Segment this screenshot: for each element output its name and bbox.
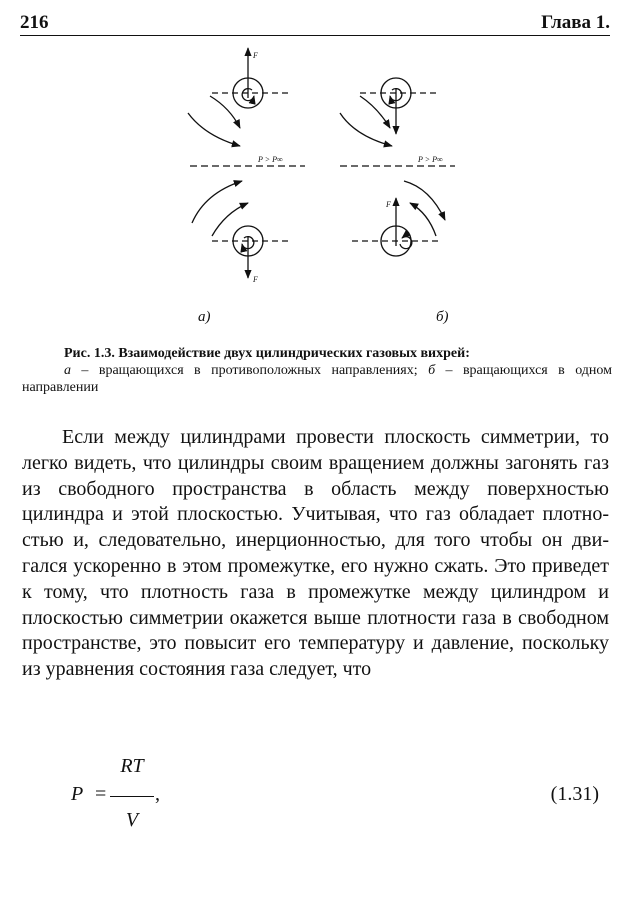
page-number: 216 xyxy=(20,12,49,33)
pressure-label-a: P > P∞ xyxy=(258,155,283,164)
equation-number: (1.31) xyxy=(550,783,599,805)
force-label-a-lower: F xyxy=(253,275,258,284)
force-label-b-lower: F xyxy=(386,200,391,209)
panel-b-lower-vortex xyxy=(352,181,445,256)
formula-lhs: P xyxy=(71,783,84,805)
caption-body xyxy=(22,362,612,396)
fraction-bar xyxy=(110,796,154,797)
body-paragraph: Если между цилиндрами провести плоскость симметрии, то легко видеть, что цилиндры своим вращением должны загонять газ из свободного пространства в область между поверхностью цилиндра и этой плоскостью. Учитывая, что газ обладает плотностью и, следовательно, инерционностью, для того чтобы он двигался ускоренно в этом промежутке, его нужно сжать. Это приведет к тому, что плотность газа в промежутке между цилиндром и плоскостью симметрии окажется выше плотности газа в свободном пространстве, это повысит его температуру и давление, поскольку из уравнения состояния газа следует, что xyxy=(22,426,609,681)
page-header xyxy=(20,10,610,38)
caption-a-mark: а xyxy=(64,363,71,378)
panel-a-label: а) xyxy=(198,309,211,325)
panel-a-lower-vortex xyxy=(192,181,292,278)
force-label-a-upper: F xyxy=(253,51,258,60)
formula-numerator: RT xyxy=(120,755,144,777)
panel-a-upper-vortex xyxy=(188,48,292,146)
header-rule xyxy=(20,35,610,36)
formula-denominator: V xyxy=(125,809,139,831)
equation-1-31 xyxy=(0,750,630,840)
formula-comma: , xyxy=(155,783,160,805)
figure-caption xyxy=(22,345,612,396)
caption-title: Рис. 1.3. Взаимодействие двух цилиндрических газовых вихрей: xyxy=(64,346,470,361)
caption-b-text: – вращающихся в одном направлении xyxy=(22,363,613,395)
caption-a-text: – вращающихся в противоположных направлениях; xyxy=(71,363,429,378)
panel-b-label: б) xyxy=(436,309,449,325)
caption-b-mark: б xyxy=(428,363,436,378)
vortex-figure xyxy=(0,38,630,328)
chapter-title: Глава 1. xyxy=(541,12,610,33)
formula-equals: = xyxy=(95,783,107,805)
panel-b-upper-vortex xyxy=(340,78,440,146)
pressure-label-b: P > P∞ xyxy=(418,155,443,164)
